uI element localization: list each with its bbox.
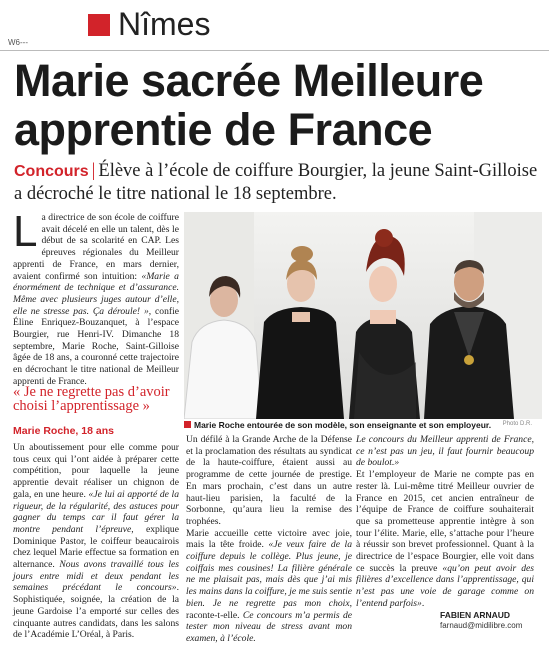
col1-quote-2: Nous avons travaillé tous les jours entre midi et deux pendant les semaines précédant le concours» (13, 559, 180, 594)
section-marker-square (88, 14, 110, 36)
author-email[interactable]: farnaud@midilibre.com (440, 621, 523, 630)
article-photo (184, 212, 542, 419)
section-title: Nîmes (118, 6, 211, 42)
col3-text-b: . (421, 597, 425, 609)
caption-text: Marie Roche entourée de son modèle, son enseignante et son employeur. (194, 420, 492, 430)
lead-text-2: , confie Éline Enriquez-Bouzanquet, à l’espace Bourgier, rue Henri-IV. Dimanche 18 septembre, Marie Roche, Saint-Gilloise âgée de 18 ans, a couronné cette trajectoire en décrochant le titre national de Meilleur apprenti de France. (13, 305, 179, 387)
col1-text-c: . Sophistiquée, soignée, la création de la jeune Gardoise l’a emporté sur celles des cinquante autres candidats, dans les salons de l’Académie L’Oréal, à Paris. (13, 582, 179, 641)
article-column-2 (186, 434, 352, 645)
dropcap: L (13, 207, 38, 256)
col2-text-c: , raconte-t-elle. (186, 597, 352, 621)
col1-text-a: Un aboutissement pour elle comme pour tous ceux qui l’ont aidée à préparer cette compétition, pour laquelle la jeune apprentie devait réaliser un chignon de gala, en une heure. (13, 442, 179, 500)
standfirst-text: Élève à l’école de coiffure Bourgier, la jeune Saint-Gilloise a décroché le titre national le 18 septembre. (14, 161, 538, 204)
pull-quote: « Je ne regrette pas d’avoir choisi l’apprentissage » (13, 384, 170, 414)
col1-quote-1: «Je lui ai apporté de la rigueur, de la régularité, des astuces pour gagner du temps car il faut gérer la montre pendant l’épreuve (13, 488, 179, 535)
col3-text-a: Et l’employeur de Marie ne compte pas en rester là. Lui-même titré Meilleur ouvrier de France en 2015, cet ancien entraîneur de l’équipe de France de coiffure souhaiterait que sa prometteuse apprentie intègre à son tour l’élite. Marie, elle, s’attache pour l’heure à réussir son brevet professionnel. Quant à la directrice de l’espace Bourgier, elle voit dans ce succès la preuve (356, 469, 534, 574)
col2-text-b: Marie accueille cette victoire avec joie, mais la tête froide. (186, 527, 352, 551)
author-byline: FABIEN ARNAUD (440, 610, 511, 620)
caption-marker-square (184, 421, 191, 428)
col2-paragraph-1: Un défilé à la Grande Arche de la Défense et la proclamation des résultats au syndicat de la haute-coiffure, étaient aussi au programme de cette journée de prestige. En mars prochain, c’est dans un autre haut-lieu parisien, la faculté de la Sorbonne, qu’aura lieu la remise des trophées. (186, 434, 352, 527)
photo-caption (184, 420, 542, 432)
col3-quote-2: «qu’on peut avoir des filières d’excellence dans l’apprentissage, qui n’est pas une voie de garage comme on l’entend parfois» (356, 562, 534, 609)
col2-paragraph-2 (186, 528, 352, 645)
article-column-3 (356, 434, 534, 610)
col1-text-b: , explique Dominique Pastor, le coiffeur beaucairois chez lequel Marie effectue sa formation en alternance. (13, 523, 179, 571)
col3-paragraph-2 (356, 469, 534, 609)
article-standfirst (14, 160, 539, 206)
pull-quote-author: Marie Roche, 18 ans (13, 425, 114, 437)
header-divider (0, 50, 549, 51)
article-column-1 (13, 442, 179, 641)
lead-paragraph (13, 207, 179, 388)
lead-text: a directrice de son école de coiffure avait décelé en elle un talent, dès le début de sa scolarité en CAP. Les épreuves régionales du Meilleur apprenti de France, en mars dernier, avaient confirmé son intuition: (13, 212, 179, 282)
kicker-label: Concours (14, 163, 89, 180)
col2-quote-2: Ce concours m’a permis de tester mon niveau de stress avant mon examen, à l’école. (186, 609, 352, 644)
col3-quote-1: Le concours du Meilleur apprenti de France, ce n’est pas un jeu, il faut fournir beaucoup de boulot.» (356, 434, 534, 469)
kicker-separator: | (91, 161, 96, 181)
lead-quote: «Marie a énormément de technique et d’assurance. Même avec plusieurs juges autour d’elle, elle ne stresse pas. Ça déroule! » (13, 270, 179, 317)
article-headline: Marie sacrée Meilleure apprentie de France (14, 55, 484, 155)
col3-paragraph-1 (356, 434, 534, 469)
col2-quote-1: «Je veux faire de la coiffure depuis le collège. Plus jeune, je coiffais mes cousines! La filière générale ne me plaisait pas, mais dès que j’ai mis les mains dans la coiffure, je me suis sentie bien. Je ne regrette pas mon choix (186, 539, 352, 609)
page-reference: W6--- (8, 38, 28, 47)
photo-credit: Photo D.R. (502, 421, 532, 427)
